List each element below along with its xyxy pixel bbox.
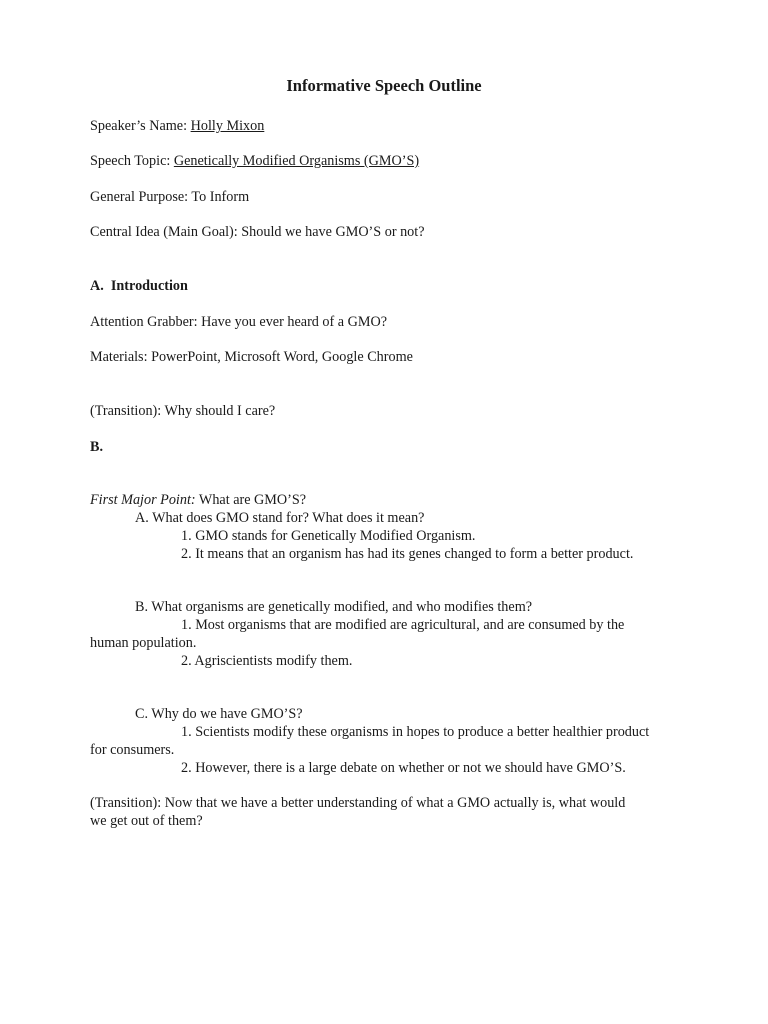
- subpoint-c-item-1-line-2: for consumers.: [90, 742, 175, 758]
- speaker-name-label: Speaker’s Name:: [90, 118, 188, 134]
- subpoint-b-item-1-line-2: human population.: [90, 635, 197, 651]
- first-major-point-value: What are GMO’S?: [198, 492, 307, 508]
- first-major-point-label: First Major Point:: [90, 492, 196, 508]
- subpoint-b: B. What organisms are genetically modified, and who modifies them?: [135, 599, 533, 615]
- first-major-point-line: [90, 491, 306, 509]
- subpoint-c-item-1-line-1: 1. Scientists modify these organisms in hopes to produce a better healthier product: [181, 724, 650, 740]
- subpoint-c: C. Why do we have GMO’S?: [135, 706, 303, 722]
- section-a-heading: A. Introduction: [90, 278, 188, 294]
- general-purpose-value: To Inform: [191, 189, 250, 205]
- transition-2-line-2: we get out of them?: [90, 813, 203, 829]
- transition-1-label: (Transition):: [90, 403, 162, 419]
- central-idea-label: Central Idea (Main Goal):: [90, 224, 238, 240]
- subpoint-b-item-2: 2. Agriscientists modify them.: [181, 653, 353, 669]
- general-purpose-label: General Purpose:: [90, 189, 189, 205]
- speech-topic-label: Speech Topic:: [90, 153, 171, 169]
- subpoint-a-item-1: 1. GMO stands for Genetically Modified Organism.: [181, 528, 476, 544]
- speech-topic-value: Genetically Modified Organisms (GMO’S): [173, 153, 420, 169]
- subpoint-b-item-1-line-1: 1. Most organisms that are modified are agricultural, and are consumed by the: [181, 617, 625, 633]
- materials-line: [90, 348, 413, 366]
- central-idea-line: [90, 223, 425, 241]
- speaker-name-line: [90, 117, 264, 135]
- transition-2-line-1: (Transition): Now that we have a better understanding of what a GMO actually is, what would: [90, 795, 626, 811]
- attention-grabber-label: Attention Grabber:: [90, 314, 198, 330]
- transition-1-line: [90, 402, 275, 420]
- subpoint-a-item-2: 2. It means that an organism has had its genes changed to form a better product.: [181, 546, 634, 562]
- speech-topic-line: [90, 152, 419, 170]
- subpoint-c-item-2: 2. However, there is a large debate on whether or not we should have GMO’S.: [181, 760, 626, 776]
- materials-value: PowerPoint, Microsoft Word, Google Chrome: [151, 349, 413, 365]
- speaker-name-value: Holly Mixon: [190, 118, 265, 134]
- attention-grabber-value: Have you ever heard of a GMO?: [201, 314, 388, 330]
- transition-1-value: Why should I care?: [164, 403, 276, 419]
- materials-label: Materials:: [90, 349, 148, 365]
- subpoint-a: A. What does GMO stand for? What does it mean?: [135, 510, 425, 526]
- central-idea-value: Should we have GMO’S or not?: [241, 224, 425, 240]
- attention-grabber-line: [90, 313, 387, 331]
- section-b-heading: B.: [90, 439, 104, 455]
- general-purpose-line: [90, 188, 249, 206]
- page-title: Informative Speech Outline: [286, 76, 482, 95]
